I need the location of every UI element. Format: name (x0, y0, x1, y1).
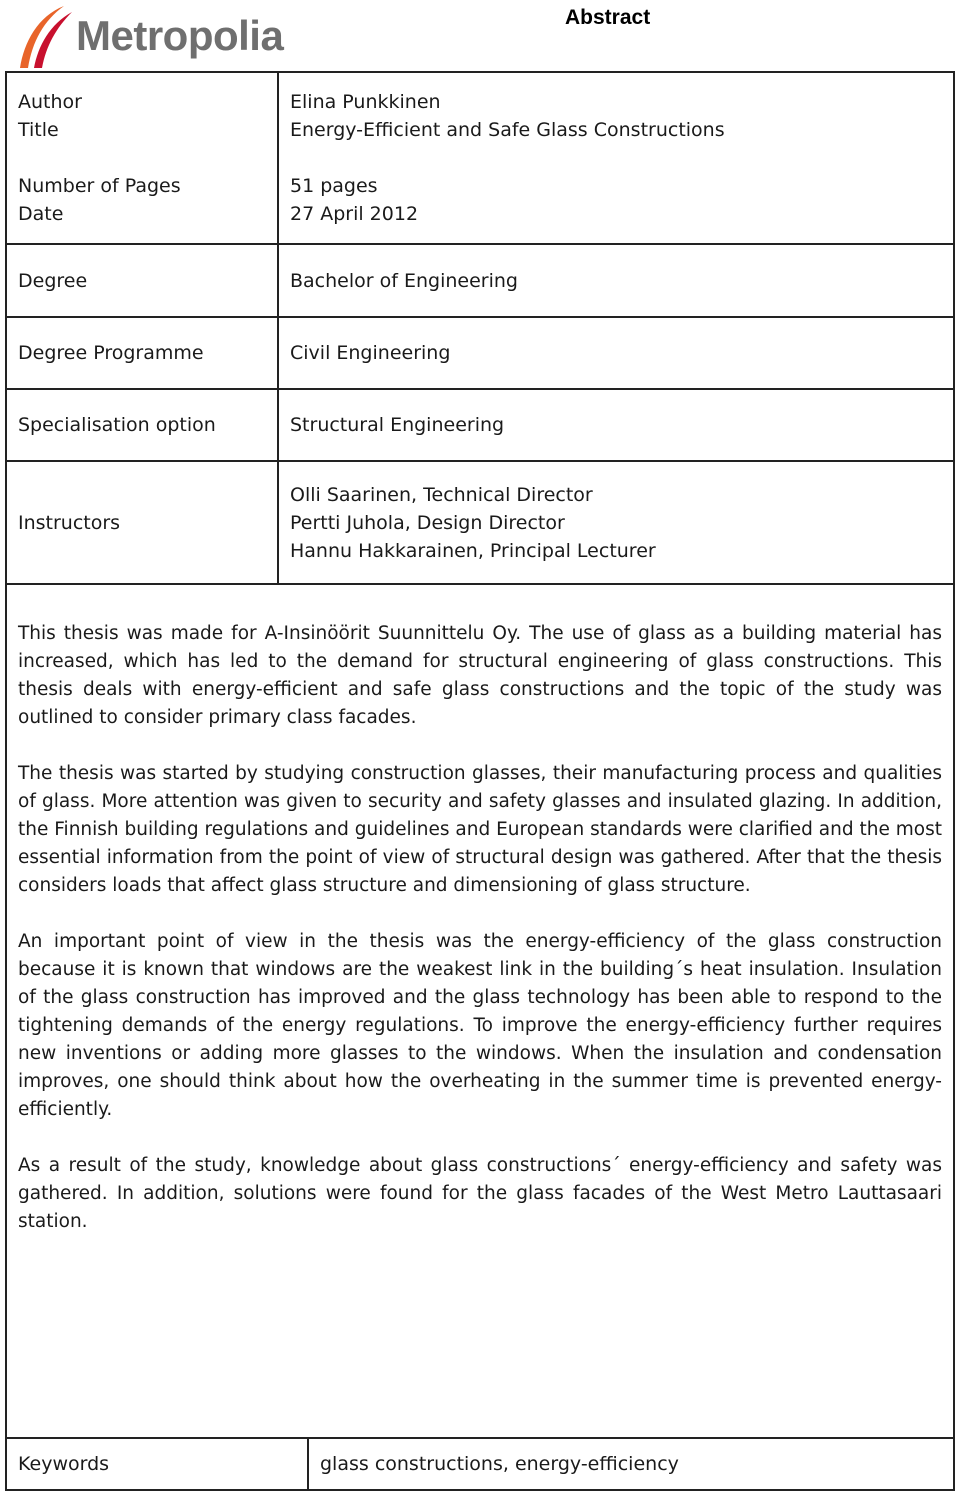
author-value: Elina Punkkinen (290, 91, 441, 113)
value-cell (279, 73, 953, 243)
instructor-item: Hannu Hakkarainen, Principal Lecturer (290, 539, 656, 562)
table-row-programme (7, 318, 953, 390)
date-value: 27 April 2012 (290, 203, 419, 225)
pages-label: Number of Pages (18, 175, 181, 197)
keywords-label: Keywords (7, 1439, 309, 1489)
metadata-table (5, 71, 955, 585)
specialisation-label: Specialisation option (7, 390, 279, 460)
table-row-author-title-pages-date (7, 73, 953, 245)
author-label: Author (18, 91, 82, 113)
logo-wordmark: Metropolia (76, 12, 284, 59)
title-label: Title (18, 119, 59, 141)
keywords-table (5, 1437, 955, 1491)
abstract-paragraph: As a result of the study, knowledge about glass constructions´ energy-efficiency and safety was gathered. In addition, solutions were found for the glass facades of the West Metro Lauttasaari station. (18, 1155, 942, 1232)
logo-swoosh-icon (14, 2, 84, 72)
instructors-label: Instructors (7, 462, 279, 583)
specialisation-value: Structural Engineering (290, 414, 505, 436)
instructor-item: Olli Saarinen, Technical Director (290, 483, 593, 506)
table-row-instructors (7, 462, 953, 583)
programme-value: Civil Engineering (290, 342, 451, 364)
date-label: Date (18, 203, 64, 225)
label-cell (7, 73, 279, 243)
table-row-degree (7, 245, 953, 318)
degree-value: Bachelor of Engineering (290, 269, 518, 292)
metropolia-logo (14, 2, 334, 72)
programme-label: Degree Programme (7, 318, 279, 388)
keywords-value: glass constructions, energy-efficiency (320, 1453, 679, 1475)
abstract-paragraph: The thesis was started by studying construction glasses, their manufacturing process and qualities of glass. More attention was given to security and safety glasses and insulated glazing. In addition, the Finnish building regulations and guidelines and European standards were clarified and the most essential information from the point of view of structural design was gathered. After that the thesis considers loads that affect glass structure and dimensioning of glass structure. (18, 763, 942, 896)
title-value: Energy-Efficient and Safe Glass Constructions (290, 119, 725, 141)
instructor-item: Pertti Juhola, Design Director (290, 511, 565, 534)
instructors-value (279, 462, 953, 583)
abstract-paragraph: This thesis was made for A-Insinöörit Suunnittelu Oy. The use of glass as a building material has increased, which has led to the demand for structural engineering of glass constructions. This thesis deals with energy-efficient and safe glass constructions and the topic of the study was outlined to consider primary class facades. (18, 623, 942, 728)
page-title: Abstract (565, 6, 651, 29)
degree-label: Degree (7, 245, 279, 316)
abstract-paragraph: An important point of view in the thesis was the energy-efficiency of the glass construction because it is known that windows are the weakest link in the building´s heat insulation. Insulation of the glass construction has improved and the glass technology has been able to respond to the tightening demands of the energy regulations. To improve the energy-efficiency further requires new inventions or adding more glasses to the windows. When the insulation and condensation improves, one should think about how the overheating in the summer time is prevented energy-efficiently. (18, 931, 942, 1120)
pages-value: 51 pages (290, 175, 378, 197)
table-row-specialisation (7, 390, 953, 462)
abstract-body (5, 582, 955, 1437)
